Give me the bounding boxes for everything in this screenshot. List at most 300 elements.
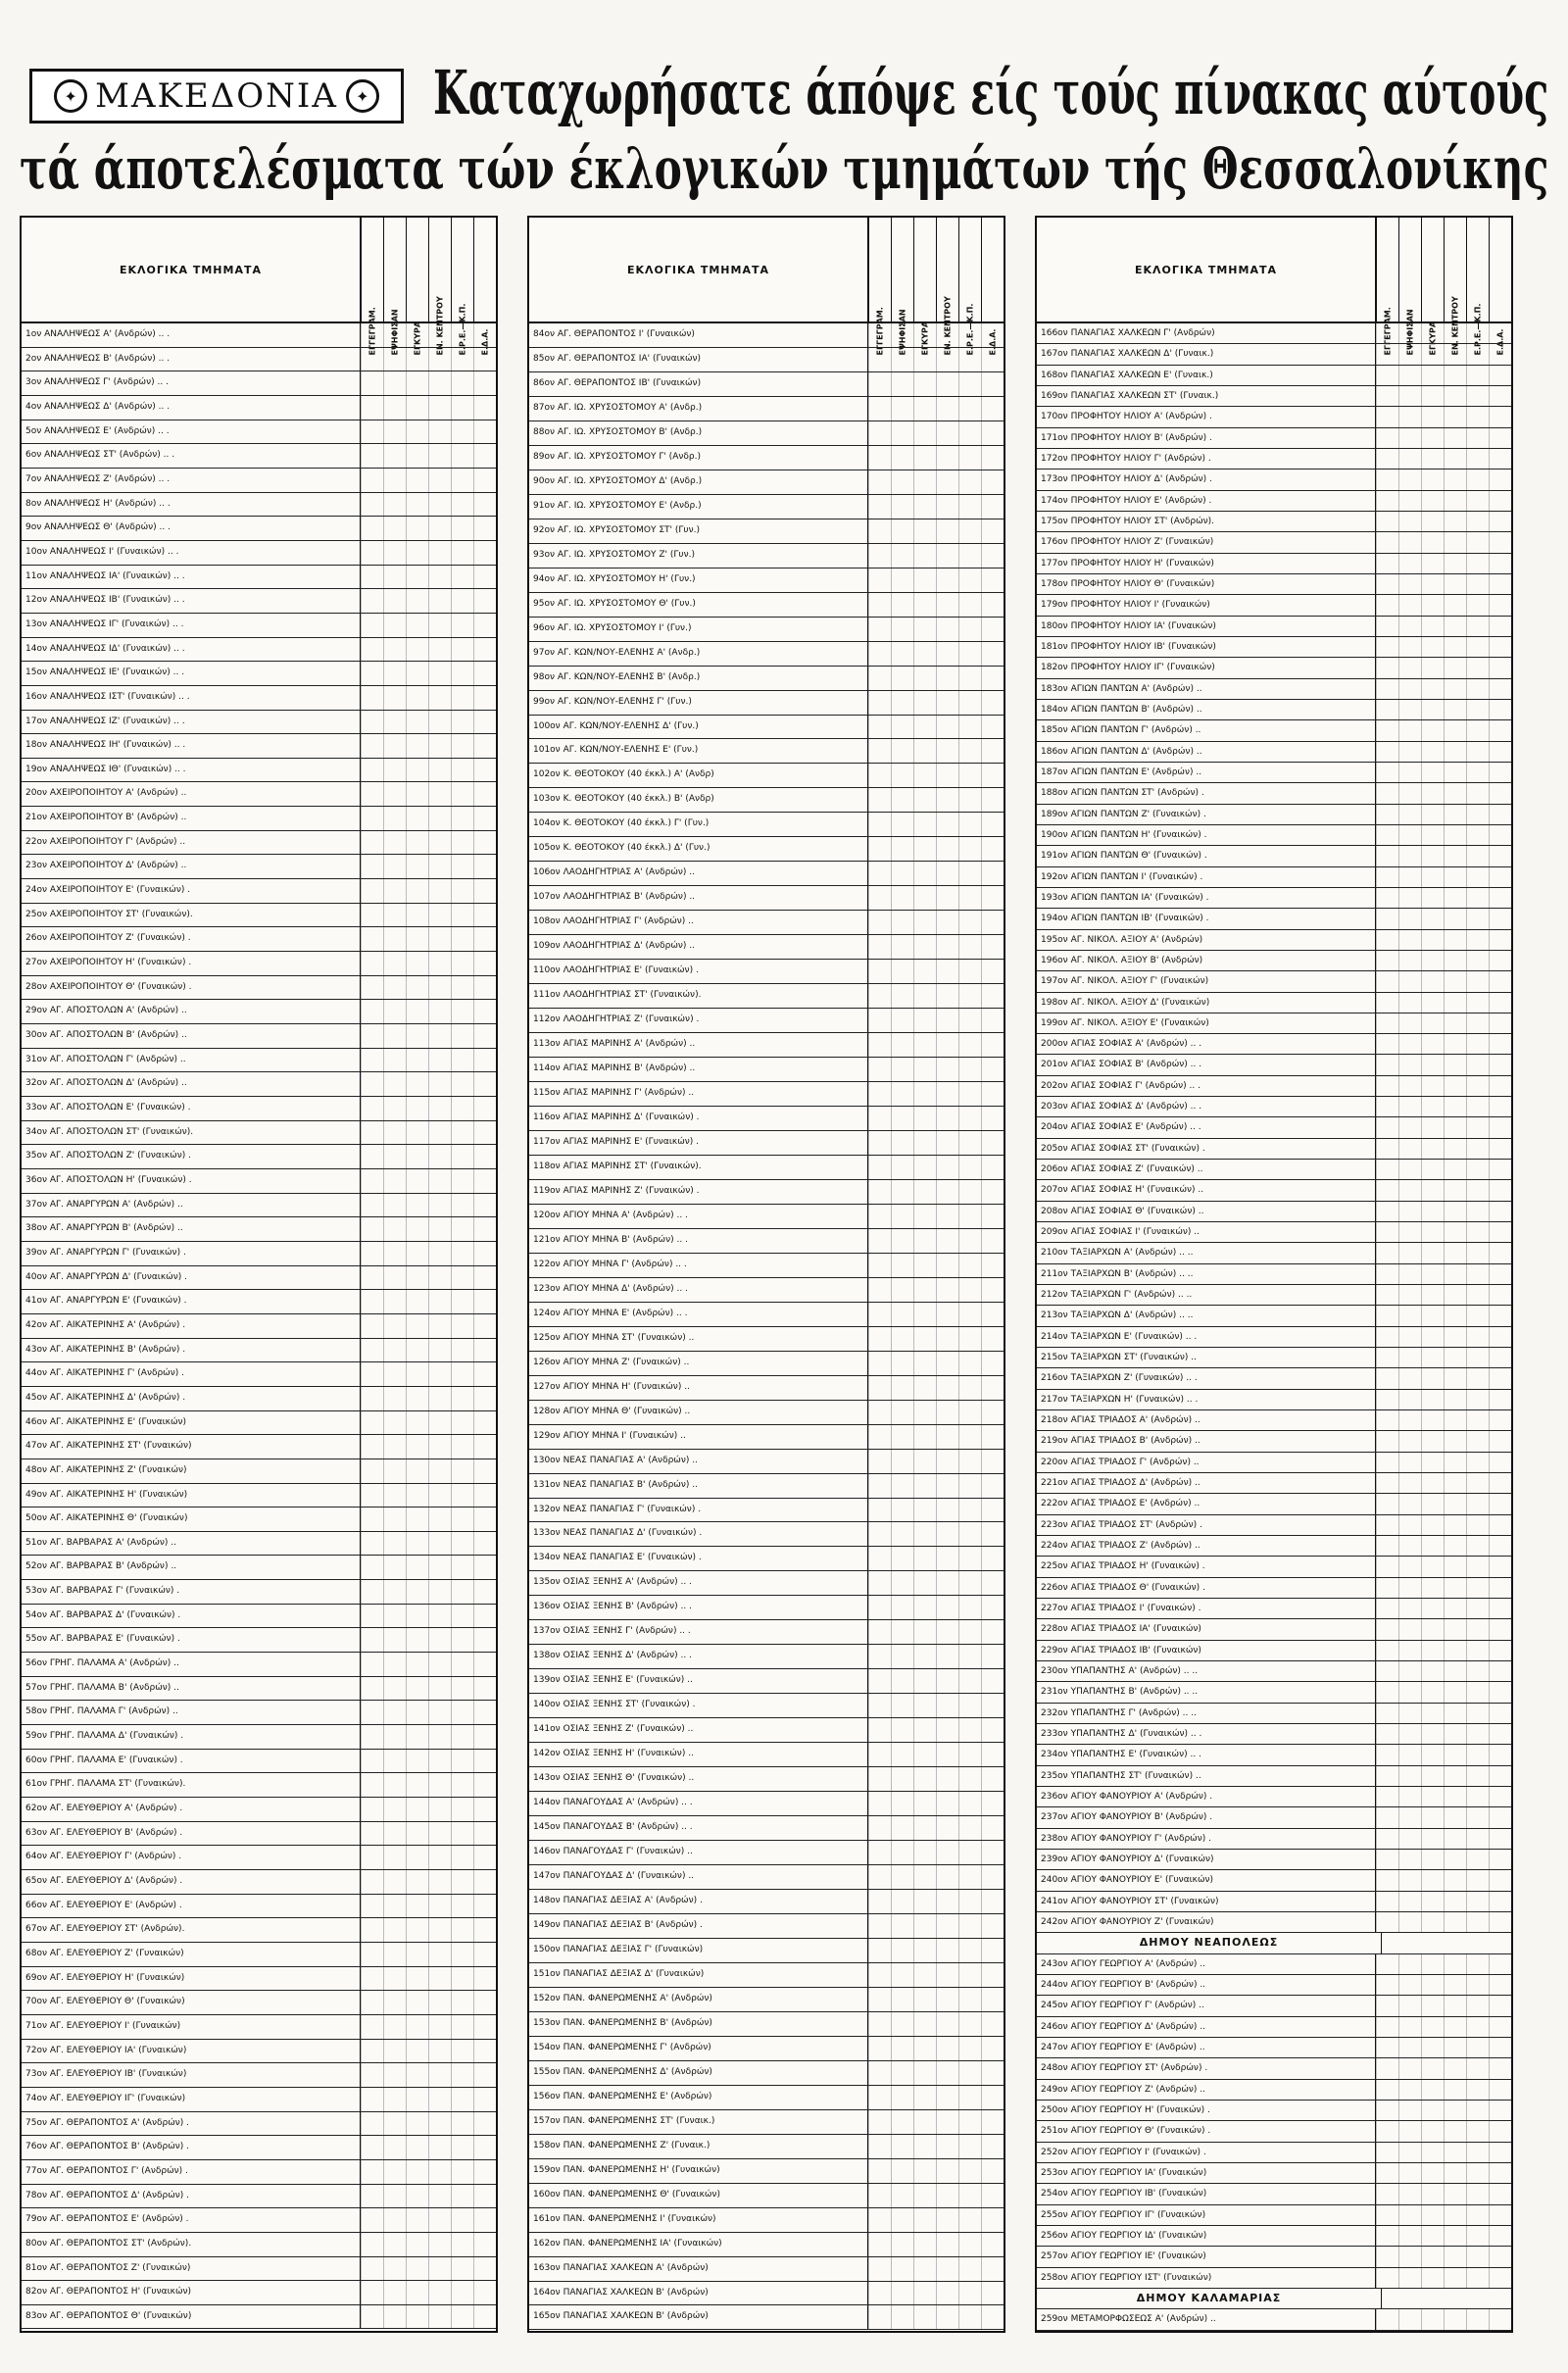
result-cell	[383, 1024, 406, 1048]
precinct-label: 3ον ΑΝΑΛΗΨΕΩΣ Γ' (Ανδρών) .. .	[22, 371, 361, 395]
result-cell	[891, 1278, 913, 1302]
result-cell	[473, 1870, 496, 1894]
result-cell	[913, 2282, 936, 2305]
result-cell	[406, 1459, 428, 1483]
result-cell	[958, 1327, 981, 1351]
result-cell	[451, 927, 473, 951]
result-cell	[868, 691, 891, 715]
result-cell	[868, 2037, 891, 2060]
precinct-label: 59ον ΓΡΗΓ. ΠΑΛΑΜΑ Δ' (Γυναικών) .	[22, 1725, 361, 1749]
result-cell	[428, 1991, 451, 2014]
result-cell	[891, 1229, 913, 1253]
precinct-label: 69ον ΑΓ. ΕΛΕΥΘΕΡΙΟΥ Η' (Γυναικών)	[22, 1967, 361, 1991]
precinct-label: 115ον ΑΓΙΑΣ ΜΑΡΙΝΗΣ Γ' (Ανδρών) ..	[529, 1082, 868, 1106]
result-cell	[1398, 366, 1421, 385]
precinct-label: 134ον ΝΕΑΣ ΠΑΝΑΓΙΑΣ Ε' (Γυναικών) .	[529, 1547, 868, 1570]
precinct-label: 232ον ΥΠΑΠΑΝΤΗΣ Γ' (Ανδρών) .. ..	[1037, 1704, 1376, 1723]
result-cell	[451, 1677, 473, 1701]
result-cell	[936, 495, 958, 519]
result-cell	[1398, 1954, 1421, 1974]
result-cell	[451, 2088, 473, 2111]
result-cell	[1444, 1202, 1466, 1221]
precinct-label: 64ον ΑΓ. ΕΛΕΥΘΕΡΙΟΥ Γ' (Ανδρών) .	[22, 1846, 361, 1869]
precinct-label: 199ον ΑΓ. ΝΙΚΟΛ. ΑΞΙΟΥ Ε' (Γυναικών)	[1037, 1013, 1376, 1033]
result-cell	[1466, 1097, 1489, 1116]
table-row	[1037, 1013, 1511, 1034]
result-cell	[1446, 1933, 1468, 1953]
result-cell	[913, 2159, 936, 2183]
result-cell	[361, 831, 383, 855]
result-cell	[1376, 2017, 1398, 2037]
result-cell	[1376, 1306, 1398, 1325]
precinct-label: 79ον ΑΓ. ΘΕΡΑΠΟΝΤΟΣ Ε' (Ανδρών) .	[22, 2208, 361, 2232]
precinct-label: 58ον ΓΡΗΓ. ΠΑΛΑΜΑ Γ' (Ανδρών) ..	[22, 1701, 361, 1724]
table-row	[1037, 2268, 1511, 2289]
result-cell	[1489, 595, 1511, 615]
table-row	[1037, 1180, 1511, 1201]
table-row	[529, 1131, 1004, 1156]
result-cell	[473, 879, 496, 903]
result-cell	[383, 759, 406, 782]
result-cell	[1444, 825, 1466, 845]
result-cell	[383, 2185, 406, 2208]
precinct-label: 105ον Κ. ΘΕΟΤΟΚΟΥ (40 έκκλ.) Δ' (Γυν.)	[529, 837, 868, 861]
result-cell	[1466, 1055, 1489, 1074]
result-cell	[913, 1327, 936, 1351]
table-row	[22, 831, 496, 856]
precinct-label: 190ον ΑΓΙΩΝ ΠΑΝΤΩΝ Η' (Γυναικών) .	[1037, 825, 1376, 845]
result-cell	[1398, 971, 1421, 991]
result-cell	[473, 1532, 496, 1556]
result-cell	[868, 1376, 891, 1400]
precinct-label: 33ον ΑΓ. ΑΠΟΣΤΟΛΩΝ Ε' (Γυναικών) .	[22, 1097, 361, 1120]
table-row	[1037, 1975, 1511, 1996]
precinct-label: 41ον ΑΓ. ΑΝΑΡΓΥΡΩΝ Ε' (Γυναικών) .	[22, 1290, 361, 1313]
result-cell	[1376, 428, 1398, 448]
precinct-label: 75ον ΑΓ. ΘΕΡΑΠΟΝΤΟΣ Α' (Ανδρών) .	[22, 2112, 361, 2136]
table-row	[22, 1242, 496, 1266]
result-cell	[981, 1841, 1004, 1864]
result-cell	[361, 1387, 383, 1410]
result-cell	[1398, 1034, 1421, 1054]
table-row	[22, 371, 496, 396]
table-row	[22, 444, 496, 469]
result-cell	[1376, 2184, 1398, 2203]
result-cell	[936, 1156, 958, 1179]
result-cell	[936, 716, 958, 739]
result-cell	[1376, 449, 1398, 469]
result-cell	[473, 1459, 496, 1483]
result-cell	[891, 1303, 913, 1326]
result-cell	[958, 1180, 981, 1204]
result-cell	[1466, 2058, 1489, 2078]
result-cell	[1466, 491, 1489, 511]
result-cell	[1421, 909, 1444, 928]
result-cell	[936, 1450, 958, 1473]
result-cell	[936, 2159, 958, 2183]
result-cell	[1421, 763, 1444, 782]
result-cell	[473, 734, 496, 758]
result-cell	[1466, 909, 1489, 928]
result-cell	[383, 566, 406, 589]
result-cell	[473, 1773, 496, 1797]
precinct-label: 122ον ΑΓΙΟΥ ΜΗΝΑ Γ' (Ανδρών) .. .	[529, 1254, 868, 1277]
result-cell	[1398, 1870, 1421, 1890]
result-cell	[451, 1870, 473, 1894]
precinct-label: 203ον ΑΓΙΑΣ ΣΟΦΙΑΣ Δ' (Ανδρών) .. .	[1037, 1097, 1376, 1116]
result-cell	[958, 2305, 981, 2329]
result-cell	[1376, 1264, 1398, 1284]
result-cell	[1466, 951, 1489, 970]
precinct-label: 166ον ΠΑΝΑΓΙΑΣ ΧΑΛΚΕΩΝ Γ' (Ανδρών)	[1037, 323, 1376, 343]
result-cell	[383, 589, 406, 613]
result-cell	[936, 348, 958, 371]
result-cell	[913, 446, 936, 470]
result-cell	[428, 469, 451, 492]
table-row	[22, 1556, 496, 1580]
result-cell	[451, 1459, 473, 1483]
result-cell	[1421, 1055, 1444, 1074]
result-cell	[1421, 742, 1444, 762]
result-cell	[1444, 1076, 1466, 1096]
result-cell	[958, 691, 981, 715]
result-cell	[981, 2037, 1004, 2060]
result-cell	[1466, 344, 1489, 364]
result-cell	[868, 397, 891, 420]
result-cell	[1398, 1285, 1421, 1305]
result-cell	[1376, 2121, 1398, 2141]
precinct-label: 164ον ΠΑΝΑΓΙΑΣ ΧΑΛΚΕΩΝ Β' (Ανδρών)	[529, 2282, 868, 2305]
result-cell	[383, 1918, 406, 1942]
result-cell	[1421, 2038, 1444, 2057]
table-row	[22, 734, 496, 759]
result-cell	[473, 614, 496, 637]
column-header	[981, 218, 1004, 356]
result-cell	[1466, 971, 1489, 991]
result-cell	[428, 1121, 451, 1145]
table-row	[529, 1254, 1004, 1278]
result-cell	[383, 1605, 406, 1628]
result-cell	[913, 1620, 936, 1644]
result-cell	[981, 1718, 1004, 1742]
result-cell	[868, 1425, 891, 1449]
result-cell	[1421, 1160, 1444, 1179]
precinct-label: 90ον ΑΓ. ΙΩ. ΧΡΥΣΟΣΤΟΜΟΥ Δ' (Ανδρ.)	[529, 470, 868, 494]
result-cell	[1398, 1515, 1421, 1535]
result-cell	[1398, 1996, 1421, 2015]
precinct-label: 85ον ΑΓ. ΘΕΡΑΠΟΝΤΟΣ ΙΑ' (Γυναικών)	[529, 348, 868, 371]
result-cell	[1489, 2038, 1511, 2057]
result-cell	[1489, 763, 1511, 782]
results-table-3	[1035, 216, 1513, 2333]
column-header-label: ΕΓΚΥΡΑ	[1428, 321, 1438, 356]
result-cell	[913, 862, 936, 885]
table-row	[1037, 1285, 1511, 1306]
result-cell	[913, 495, 936, 519]
result-cell	[1444, 449, 1466, 469]
result-cell	[1398, 1975, 1421, 1995]
result-cell	[913, 2233, 936, 2256]
result-cell	[428, 2040, 451, 2063]
globe-icon: ✦	[54, 79, 87, 113]
table-row	[529, 813, 1004, 837]
result-cell	[1398, 930, 1421, 950]
column-header	[868, 218, 891, 356]
precinct-label: 183ον ΑΓΙΩΝ ΠΑΝΤΩΝ Α' (Ανδρών) ..	[1037, 679, 1376, 699]
result-cell	[1489, 1390, 1511, 1409]
result-cell	[428, 1145, 451, 1168]
column-header	[936, 218, 958, 356]
table-row	[529, 569, 1004, 593]
result-cell	[428, 927, 451, 951]
result-cell	[1466, 1473, 1489, 1493]
table-rows	[529, 323, 1004, 2330]
result-cell	[383, 1000, 406, 1023]
result-cell	[891, 960, 913, 983]
result-cell	[913, 1499, 936, 1522]
result-cell	[473, 1387, 496, 1410]
result-cell	[958, 1767, 981, 1791]
result-cell	[891, 1180, 913, 1204]
precinct-label: 81ον ΑΓ. ΘΕΡΑΠΟΝΤΟΣ Ζ' (Γυναικών)	[22, 2257, 361, 2281]
table-row	[22, 1314, 496, 1339]
result-cell	[361, 1846, 383, 1869]
result-cell	[868, 1743, 891, 1766]
result-cell	[1421, 1557, 1444, 1576]
result-cell	[1398, 1661, 1421, 1681]
result-cell	[428, 1411, 451, 1435]
table-row	[1037, 930, 1511, 951]
result-cell	[1466, 679, 1489, 699]
column-header-label: ΕΝ. ΚΕΝΤΡΟΥ	[943, 296, 953, 356]
result-cell	[1466, 1264, 1489, 1284]
table-row	[529, 2305, 1004, 2330]
precinct-label: 187ον ΑΓΙΩΝ ΠΑΝΤΩΝ Ε' (Ανδρών) ..	[1037, 763, 1376, 782]
result-cell	[361, 2257, 383, 2281]
result-cell	[868, 569, 891, 592]
result-cell	[406, 2305, 428, 2329]
table-row	[529, 1890, 1004, 1914]
result-cell	[406, 1580, 428, 1604]
result-cell	[451, 614, 473, 637]
result-cell	[383, 2281, 406, 2304]
precinct-label: 210ον ΤΑΞΙΑΡΧΩΝ Α' (Ανδρών) .. ..	[1037, 1243, 1376, 1262]
column-header	[406, 218, 428, 356]
precinct-label: 158ον ΠΑΝ. ΦΑΝΕΡΩΜΕΝΗΣ Ζ' (Γυναικ.)	[529, 2135, 868, 2158]
result-cell	[1398, 428, 1421, 448]
result-cell	[1444, 1390, 1466, 1409]
result-cell	[1376, 825, 1398, 845]
table-row	[529, 2233, 1004, 2257]
result-cell	[361, 1580, 383, 1604]
precinct-label: 128ον ΑΓΙΟΥ ΜΗΝΑ Θ' (Γυναικών) ..	[529, 1401, 868, 1424]
result-cell	[1421, 1494, 1444, 1513]
precinct-label: 213ον ΤΑΞΙΑΡΧΩΝ Δ' (Ανδρών) .. ..	[1037, 1306, 1376, 1325]
result-cell	[1398, 1682, 1421, 1702]
result-cell	[1444, 1453, 1466, 1472]
result-cell	[451, 807, 473, 830]
result-cell	[913, 2110, 936, 2134]
result-cell	[1489, 993, 1511, 1013]
result-cell	[361, 1290, 383, 1313]
table-row	[22, 927, 496, 952]
result-cell	[1444, 428, 1466, 448]
result-cell	[361, 1628, 383, 1652]
precinct-label: 62ον ΑΓ. ΕΛΕΥΘΕΡΙΟΥ Α' (Ανδρών) .	[22, 1798, 361, 1821]
precinct-label: 97ον ΑΓ. ΚΩΝ/ΝΟΥ-ΕΛΕΝΗΣ Α' (Ανδρ.)	[529, 642, 868, 666]
result-cell	[1376, 2163, 1398, 2183]
table-row	[1037, 1473, 1511, 1494]
result-cell	[868, 667, 891, 690]
result-cell	[1421, 1892, 1444, 1911]
result-cell	[383, 807, 406, 830]
result-cell	[1489, 888, 1511, 908]
result-cell	[428, 759, 451, 782]
result-cell	[1489, 2268, 1511, 2288]
result-cell	[981, 788, 1004, 812]
result-cell	[1421, 1912, 1444, 1932]
result-cell	[891, 862, 913, 885]
result-cell	[473, 2088, 496, 2111]
result-cell	[1421, 783, 1444, 803]
result-cell	[451, 1411, 473, 1435]
result-cell	[361, 2208, 383, 2232]
result-cell	[1376, 1536, 1398, 1556]
precinct-label: 142ον ΟΣΙΑΣ ΞΕΝΗΣ Η' (Γυναικών) ..	[529, 1743, 868, 1766]
result-cell	[1466, 1117, 1489, 1137]
result-cell	[1376, 1704, 1398, 1723]
result-cell	[1421, 1661, 1444, 1681]
result-cell	[1398, 1243, 1421, 1262]
table-row	[529, 1694, 1004, 1718]
table-row	[529, 1107, 1004, 1131]
result-cell	[1489, 2247, 1511, 2266]
result-cell	[1421, 637, 1444, 657]
precinct-label: 254ον ΑΓΙΟΥ ΓΕΩΡΓΙΟΥ ΙΒ' (Γυναικών)	[1037, 2184, 1376, 2203]
result-cell	[1490, 1933, 1511, 1953]
table-row	[22, 2257, 496, 2282]
precinct-label: 78ον ΑΓ. ΘΕΡΑΠΟΝΤΟΣ Δ' (Ανδρών) .	[22, 2185, 361, 2208]
result-cell	[868, 1645, 891, 1668]
result-cell	[473, 1556, 496, 1579]
result-cell	[406, 396, 428, 420]
result-cell	[1376, 1954, 1398, 1974]
result-cell	[428, 1725, 451, 1749]
result-cell	[1444, 2058, 1466, 2078]
result-cell	[958, 1522, 981, 1546]
result-cell	[1398, 2205, 1421, 2225]
result-cell	[1466, 1453, 1489, 1472]
result-cell	[868, 1620, 891, 1644]
result-cell	[451, 662, 473, 685]
table-row	[1037, 1641, 1511, 1661]
result-cell	[981, 1939, 1004, 1962]
result-cell	[1489, 1348, 1511, 1367]
result-cell	[891, 2184, 913, 2207]
result-cell	[473, 1072, 496, 1096]
result-cell	[913, 1033, 936, 1057]
column-header-label: Ε.Ρ.Ε.—Κ.Π.	[458, 303, 467, 356]
precinct-label: 155ον ΠΑΝ. ΦΑΝΕΡΩΜΕΝΗΣ Δ' (Ανδρών)	[529, 2061, 868, 2085]
result-cell	[958, 1425, 981, 1449]
precinct-label: 202ον ΑΓΙΑΣ ΣΟΦΙΑΣ Γ' (Ανδρών) .. .	[1037, 1076, 1376, 1096]
result-cell	[451, 1266, 473, 1290]
table-row	[1037, 825, 1511, 846]
result-cell	[451, 759, 473, 782]
table-row	[1037, 679, 1511, 700]
result-cell	[451, 2160, 473, 2184]
result-cell	[383, 371, 406, 395]
result-cell	[428, 1169, 451, 1193]
result-cell	[1468, 2289, 1490, 2308]
precinct-label: 17ον ΑΝΑΛΗΨΕΩΣ ΙΖ' (Γυναικών) .. .	[22, 711, 361, 734]
result-cell	[1466, 763, 1489, 782]
result-cell	[868, 2012, 891, 2036]
result-cell	[913, 1767, 936, 1791]
result-cell	[936, 446, 958, 470]
result-cell	[361, 1145, 383, 1168]
precinct-label: 235ον ΥΠΑΠΑΝΤΗΣ ΣΤ' (Γυναικών) ..	[1037, 1766, 1376, 1786]
district-subheading	[1037, 1933, 1511, 1953]
result-cell	[383, 517, 406, 540]
result-cell	[868, 2208, 891, 2232]
result-cell	[1376, 1327, 1398, 1347]
result-cell	[1421, 658, 1444, 677]
precinct-label: 165ον ΠΑΝΑΓΙΑΣ ΧΑΛΚΕΩΝ Β' (Ανδρών)	[529, 2305, 868, 2329]
precinct-label: 218ον ΑΓΙΑΣ ΤΡΙΑΔΟΣ Α' (Ανδρών) ..	[1037, 1410, 1376, 1430]
result-cell	[451, 1072, 473, 1096]
result-cell	[361, 1266, 383, 1290]
result-cell	[1376, 1661, 1398, 1681]
table-row	[529, 1229, 1004, 1254]
result-cell	[868, 519, 891, 543]
result-cell	[1466, 617, 1489, 636]
result-cell	[981, 1303, 1004, 1326]
result-cell	[1466, 700, 1489, 719]
result-cell	[1376, 1348, 1398, 1367]
precinct-label: 15ον ΑΝΑΛΗΨΕΩΣ ΙΕ' (Γυναικών) .. .	[22, 662, 361, 685]
result-cell	[1444, 742, 1466, 762]
result-cell	[1376, 1222, 1398, 1242]
result-cell	[1398, 1055, 1421, 1074]
table-row	[1037, 2038, 1511, 2058]
result-cell	[406, 1750, 428, 1773]
result-cell	[981, 1988, 1004, 2011]
result-cell	[383, 1290, 406, 1313]
result-cell	[1444, 344, 1466, 364]
precinct-label: 198ον ΑΓ. ΝΙΚΟΛ. ΑΞΙΟΥ Δ' (Γυναικών)	[1037, 993, 1376, 1013]
table-row	[529, 495, 1004, 519]
result-cell	[1376, 512, 1398, 531]
precinct-label: 228ον ΑΓΙΑΣ ΤΡΙΑΔΟΣ ΙΑ' (Γυναικών)	[1037, 1619, 1376, 1639]
result-cell	[1376, 1682, 1398, 1702]
result-cell	[868, 862, 891, 885]
result-cell	[958, 862, 981, 885]
result-cell	[451, 904, 473, 927]
result-cell	[1444, 1745, 1466, 1764]
result-cell	[958, 544, 981, 568]
result-cell	[891, 1890, 913, 1913]
result-cell	[981, 984, 1004, 1008]
result-cell	[383, 323, 406, 347]
table-row	[22, 1024, 496, 1049]
result-cell	[913, 618, 936, 641]
table-row	[22, 1072, 496, 1097]
table-row	[529, 691, 1004, 716]
result-cell	[406, 469, 428, 492]
result-cell	[958, 1988, 981, 2011]
result-cell	[981, 716, 1004, 739]
